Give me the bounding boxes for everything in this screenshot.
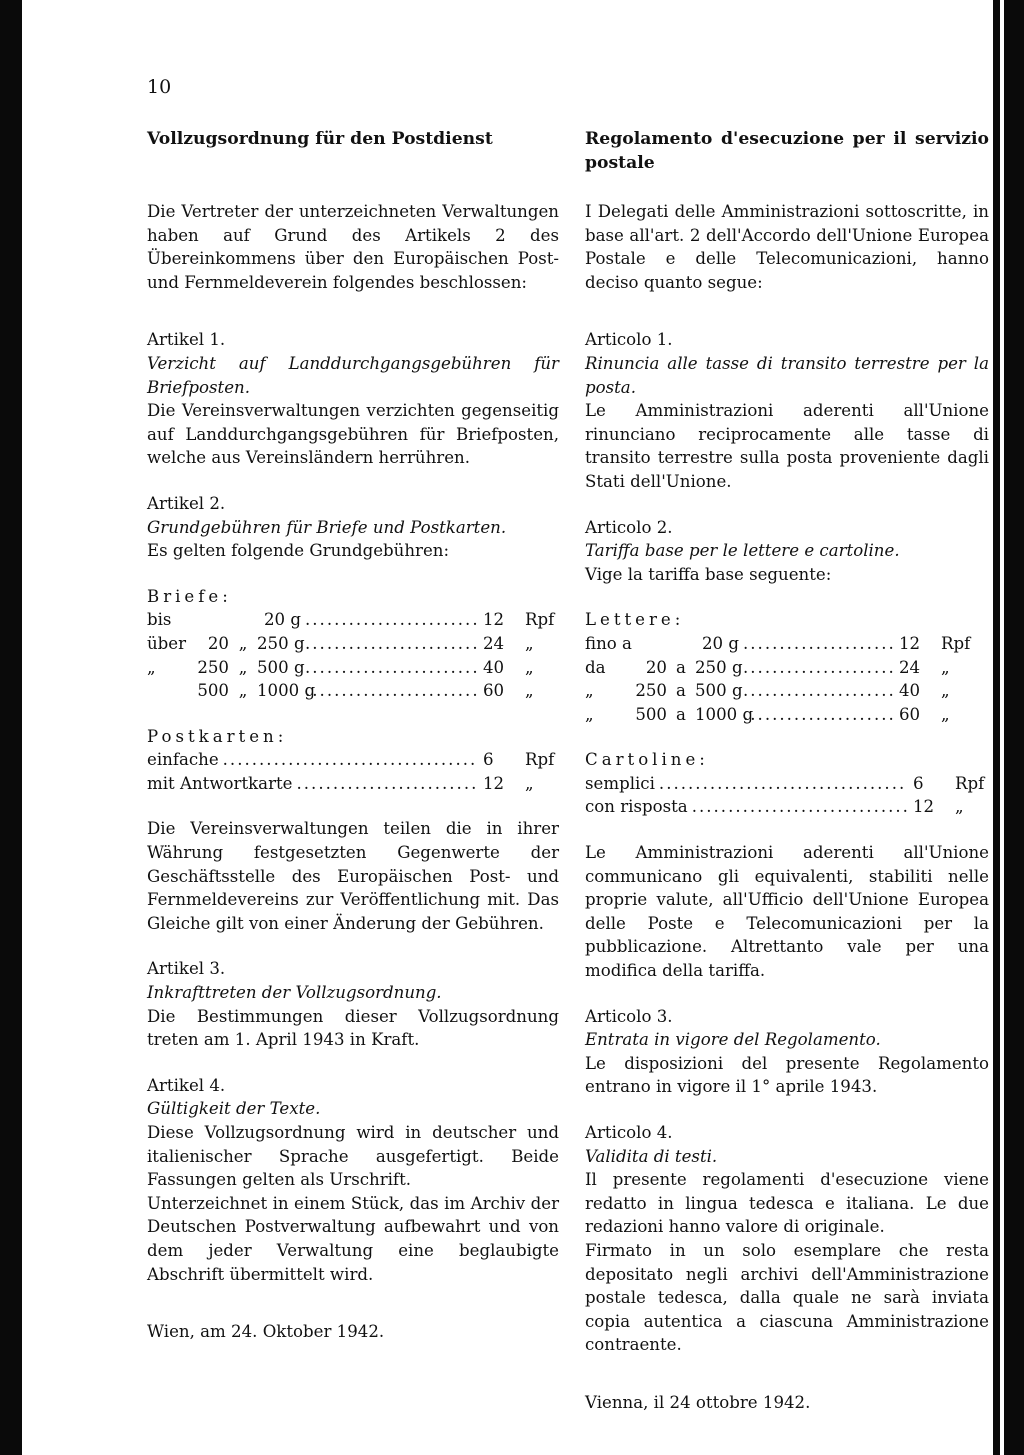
card-unit: Rpf [525, 750, 555, 770]
rate-unit: Rpf [941, 633, 971, 653]
scan-border-right-gap [1000, 0, 1004, 1455]
german-art1-text: Die Vereinsverwaltungen verzichten gegenseitig auf Landdurchgangsgebühren für Briefposten, welche aus Vereinsländern herrühren. [147, 401, 559, 468]
card-label: mit Antwortkarte [147, 773, 293, 793]
italian-title: Regolamento d'esecuzione per il servizio postale [585, 129, 989, 173]
italian-art1-subtitle: Rinuncia alle tasse di transito terrestre per la posta. [585, 353, 989, 397]
card-label: semplici [585, 773, 655, 793]
table-row [585, 632, 975, 656]
rate-connector: „ [238, 633, 248, 653]
rate-unit: „ [941, 704, 950, 724]
leader-dots [297, 772, 478, 796]
table-row [585, 795, 989, 819]
rate-from: 500 [635, 704, 667, 724]
rate-connector: a [676, 681, 686, 701]
de-letters-table [147, 608, 559, 702]
rate-unit: „ [941, 657, 950, 677]
italian-cards-heading: Cartoline: [585, 750, 709, 770]
leader-dots [692, 795, 907, 819]
italian-art1-text: Le Amministrazioni aderenti all'Unione rinunciano reciprocamente alle tasse di transito terrestre sulla posta proveniente dagli Stati dell'Unione. [585, 401, 989, 491]
german-art2-text: Es gelten folgende Grundgebühren: [147, 541, 450, 561]
table-row [585, 772, 989, 796]
leader-dots [305, 632, 477, 656]
german-card-rates [147, 748, 559, 795]
german-art4-subtitle: Gültigkeit der Texte. [147, 1099, 321, 1119]
leader-dots [305, 656, 477, 680]
table-row [147, 772, 559, 796]
rate-weight: 500 g [695, 681, 743, 701]
it-letters-table [585, 632, 975, 726]
leader-dots [305, 608, 477, 632]
rate-unit: „ [525, 681, 534, 701]
rate-connector: a [676, 657, 686, 677]
rate-weight: 1000 g [695, 704, 754, 724]
italian-intro: I Delegati delle Amministrazioni sottoscritte, in base all'art. 2 dell'Accordo dell'Unione Europea Postale e delle Telecomunicazioni, hanno deciso quanto segue: [585, 202, 989, 292]
leader-dots [743, 703, 893, 727]
page-number: 10 [147, 76, 172, 98]
rate-connector: „ [238, 657, 248, 677]
card-unit: „ [955, 797, 964, 817]
rate-value: 40 [899, 681, 921, 701]
rate-unit: „ [525, 657, 534, 677]
german-title: Vollzugsordnung für den Postdienst [147, 129, 493, 149]
italian-art2-text: Vige la tariffa base seguente: [585, 564, 832, 584]
rate-unit: Rpf [525, 610, 555, 630]
leader-dots [743, 632, 893, 656]
italian-column [585, 127, 989, 1415]
card-value: 6 [483, 750, 494, 770]
rate-weight: 250 g [257, 633, 305, 653]
italian-art1-heading: Articolo 1. [585, 330, 673, 350]
german-art1-subtitle: Verzicht auf Landdurchgangsgebühren für Briefposten. [147, 353, 559, 397]
table-row [585, 703, 975, 727]
table-row [147, 748, 559, 772]
german-art4-heading: Artikel 4. [147, 1075, 226, 1095]
rate-prefix: fino a [585, 633, 632, 653]
leader-dots [743, 679, 893, 703]
german-art2-text2: Die Vereinsverwaltungen teilen die in ihrer Währung festgesetzten Gegenwerte der Geschäftsstelle des Europäischen Post- und Fernmeldevereins zur Veröffentlichung mit. Das Gleiche gilt von einer Änderung der Gebühren. [147, 819, 559, 933]
german-intro: Die Vertreter der unterzeichneten Verwaltungen haben auf Grund des Artikels 2 des Übereinkommens über den Europäischen Post- und Fernmeldeverein folgendes beschlossen: [147, 202, 559, 292]
italian-art2-text2: Le Amministrazioni aderenti all'Unione communicano gli equivalenti, stabiliti nelle proprie valute, all'Ufficio dell'Unione Europea delle Poste e Telecomunicazioni per la pubblicazione. Altrettanto vale per una modifica della tariffa. [585, 843, 989, 981]
german-art3-subtitle: Inkrafttreten der Vollzugsordnung. [147, 983, 442, 1003]
rate-prefix: „ [585, 704, 594, 724]
card-label: con risposta [585, 797, 688, 817]
rate-from: 250 [635, 681, 667, 701]
italian-card-rates [585, 772, 989, 819]
table-row [147, 608, 559, 632]
german-art1-heading: Artikel 1. [147, 330, 226, 350]
german-art4-text2: Unterzeichnet in einem Stück, das im Archiv der Deutschen Postverwaltung aufbewahrt und von dem jeder Verwaltung eine beglaubigte Abschrift übermittelt wird. [147, 1193, 559, 1284]
rate-value: 60 [899, 704, 921, 724]
table-row [147, 679, 559, 703]
german-cards-heading: Postkarten: [147, 726, 288, 746]
italian-letter-rates [585, 632, 989, 726]
rate-from: 500 [197, 681, 229, 701]
italian-art3-heading: Articolo 3. [585, 1006, 673, 1026]
italian-art4-heading: Articolo 4. [585, 1123, 673, 1142]
german-art2-heading: Artikel 2. [147, 493, 226, 513]
rate-weight: 20 g [263, 610, 301, 630]
rate-prefix: über [147, 633, 187, 653]
german-letters-heading: Briefe: [147, 586, 232, 606]
card-unit: Rpf [955, 773, 985, 793]
table-row [147, 632, 559, 656]
rate-from: 20 [207, 633, 229, 653]
card-value: 12 [483, 773, 505, 793]
rate-unit: „ [525, 633, 534, 653]
rate-unit: „ [941, 681, 950, 701]
rate-weight: 20 g [701, 633, 739, 653]
rate-value: 12 [899, 633, 921, 653]
german-art3-heading: Artikel 3. [147, 959, 226, 979]
table-row [585, 679, 975, 703]
rate-value: 24 [899, 657, 921, 677]
leader-dots [223, 748, 477, 772]
rate-value: 40 [483, 657, 505, 677]
rate-prefix: „ [585, 681, 594, 701]
card-label: einfache [147, 750, 219, 770]
rate-weight: 500 g [257, 657, 305, 677]
german-letter-rates [147, 608, 559, 702]
rate-prefix: da [585, 657, 606, 677]
italian-art2-heading: Articolo 2. [585, 517, 673, 537]
rate-weight: 250 g [695, 657, 743, 677]
card-unit: „ [525, 773, 534, 793]
italian-art3-subtitle: Entrata in vigore del Regolamento. [585, 1030, 881, 1050]
italian-art3-text: Le disposizioni del presente Regolamento entrano in vigore il 1° aprile 1943. [585, 1053, 989, 1097]
leader-dots [743, 656, 893, 680]
german-art2-subtitle: Grundgebühren für Briefe und Postkarten. [147, 517, 507, 537]
rate-from: 20 [645, 657, 667, 677]
italian-art4-text2: Firmato in un solo esemplare che resta depositato negli archivi dell'Amministrazione postale tedesca, dalla quale ne sarà inviata copia autentica a ciascuna Amministrazione contraente. [585, 1240, 989, 1355]
rate-connector: „ [238, 681, 248, 701]
rate-value: 24 [483, 633, 505, 653]
italian-art4-text: Il presente regolamenti d'esecuzione viene redatto in lingua tedesca e italiana. Le due redazioni hanno valore di originale. [585, 1170, 989, 1237]
german-art3-text: Die Bestimmungen dieser Vollzugsordnung treten am 1. April 1943 in Kraft. [147, 1006, 559, 1050]
card-value: 12 [913, 797, 935, 817]
italian-letters-heading: Lettere: [585, 610, 685, 630]
scan-border-left [0, 0, 22, 1455]
rate-value: 12 [483, 610, 505, 630]
italian-art2-subtitle: Tariffa base per le lettere e cartoline. [585, 541, 900, 561]
leader-dots [305, 679, 477, 703]
card-value: 6 [913, 773, 924, 793]
rate-prefix: „ [147, 657, 156, 677]
rate-from: 250 [197, 657, 229, 677]
german-column [147, 127, 559, 1344]
table-row [147, 656, 559, 680]
italian-place-date: Vienna, il 24 ottobre 1942. [585, 1392, 811, 1412]
rate-prefix: bis [147, 610, 172, 630]
leader-dots [659, 772, 907, 796]
german-place-date: Wien, am 24. Oktober 1942. [147, 1322, 385, 1342]
rate-connector: a [676, 704, 686, 724]
german-art4-text: Diese Vollzugsordnung wird in deutscher und italienischer Sprache ausgefertigt. Beide Fassungen gelten als Urschrift. [147, 1123, 559, 1190]
italian-art4-subtitle: Validita di testi. [585, 1146, 718, 1166]
rate-value: 60 [483, 681, 505, 701]
scan-border-right [993, 0, 1024, 1455]
table-row [585, 656, 975, 680]
rate-weight: 1000 g [257, 681, 316, 701]
